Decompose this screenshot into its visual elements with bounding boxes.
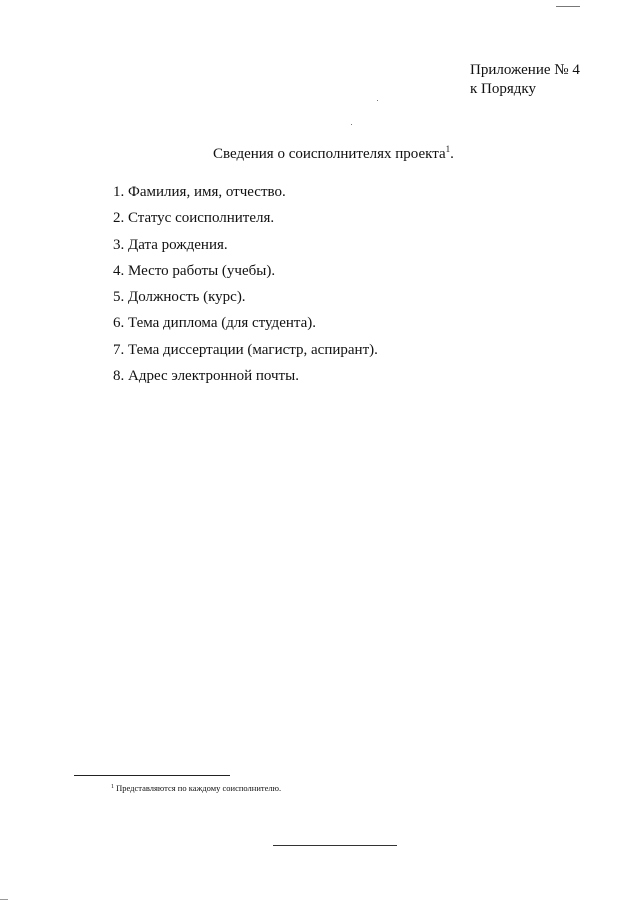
appendix-number: Приложение № 4 [470,62,580,78]
appendix-reference: к Порядку [470,81,536,97]
signature-line [273,845,397,846]
scan-speck [377,100,378,101]
list-item: 7. Тема диссертации (магистр, аспирант). [113,341,378,358]
list-item: 4. Место работы (учебы). [113,262,276,279]
list-item: 5. Должность (курс). [113,289,246,306]
scan-mark-bottom [0,899,8,900]
footnote [111,783,281,793]
list-item: 1. Фамилия, имя, отчество. [113,184,286,200]
title-text: Сведения о соисполнителях проекта [213,146,446,162]
scan-mark-top [556,6,580,7]
title-period: . [450,146,454,162]
footnote-ref: 1 [445,144,451,154]
appendix-header [470,61,580,99]
footnote-marker: 1 [111,784,114,790]
footnote-divider [74,775,230,776]
list-item: 2. Статус соисполнителя. [113,210,275,227]
list-item: 8. Адрес электронной почты. [113,368,299,385]
list-item: 6. Тема диплома (для студента). [113,315,317,332]
scan-speck [351,124,352,125]
page-title [213,146,454,163]
footnote-text: Представляются по каждому соисполнителю. [114,783,282,793]
info-list [113,183,378,393]
list-item: 3. Дата рождения. [113,236,228,253]
